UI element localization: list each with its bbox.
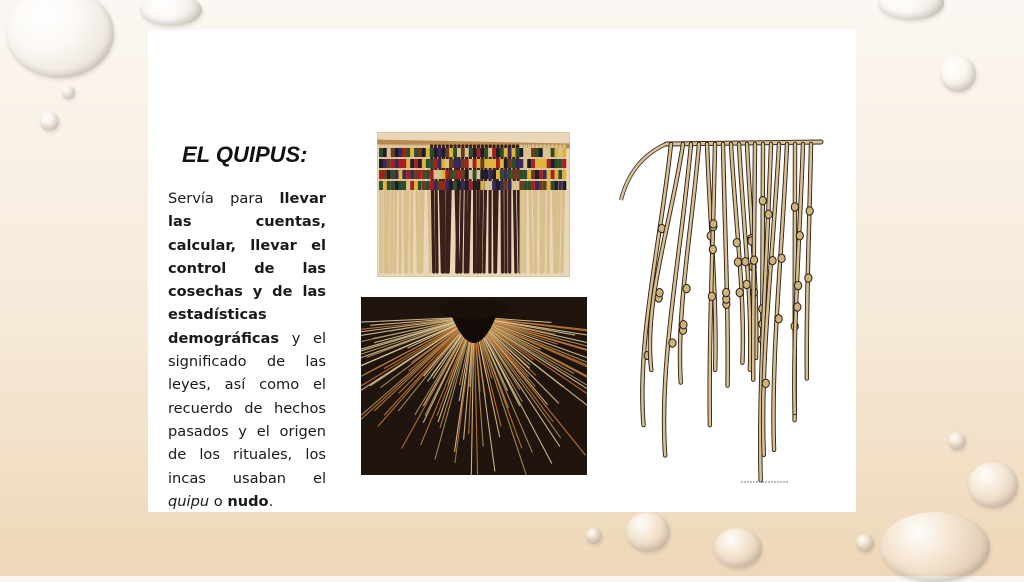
quipu-dark-photo — [361, 297, 587, 475]
paragraph-run: . — [269, 493, 274, 510]
quipu-drawing — [611, 130, 841, 500]
slide-content — [148, 30, 856, 512]
water-drop-decoration — [586, 528, 602, 544]
body-paragraph — [168, 187, 326, 513]
slide-title: EL QUIPUS: — [182, 142, 308, 168]
water-drop-decoration — [856, 534, 874, 552]
water-drop-decoration — [626, 512, 670, 552]
water-drop-decoration — [140, 0, 202, 26]
paragraph-run: nudo — [227, 493, 268, 510]
quipu-colored-photo — [377, 132, 570, 277]
water-drop-decoration — [6, 0, 114, 78]
paragraph-run: y el significado de las leyes, así como el recuerdo de hechos pasados y el origen de los rituales, los incas usaban el — [168, 330, 326, 487]
water-drop-decoration — [878, 0, 944, 20]
water-drop-decoration — [880, 512, 990, 582]
paragraph-run: Servía para — [168, 190, 280, 207]
water-drop-decoration — [714, 528, 762, 568]
water-drop-decoration — [968, 462, 1018, 508]
water-drop-decoration — [948, 432, 966, 450]
water-drop-decoration — [62, 86, 75, 99]
paragraph-run: llevar las cuentas, calcular, llevar el control de las cosechas y de las estadísticas demográficas — [168, 190, 326, 347]
paragraph-run: o — [209, 493, 227, 510]
water-drop-decoration — [40, 112, 59, 131]
paragraph-run: quipu — [168, 493, 209, 510]
water-drop-decoration — [940, 56, 976, 92]
